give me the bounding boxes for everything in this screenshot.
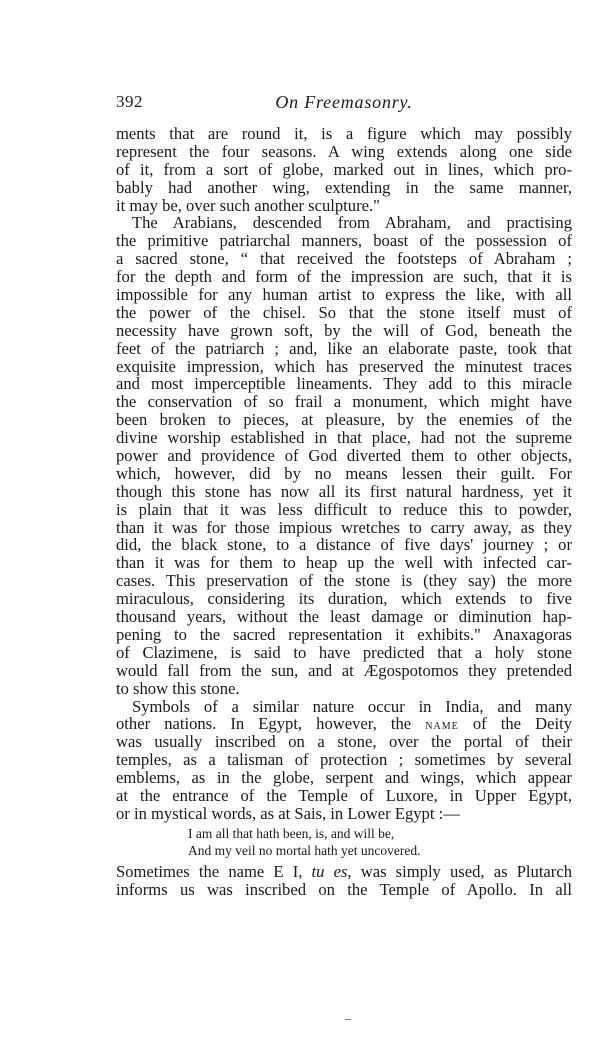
text-line: would fall from the sun, and at Ægospotomos they pretended <box>116 660 572 680</box>
body-text <box>116 125 572 899</box>
text-line: temples, as a talisman of protection ; sometimes by several <box>116 750 572 770</box>
text-line: which, however, did by no means lessen their guilt. For <box>116 463 572 483</box>
text-line: or in mystical words, as at Sais, in Lower Egypt :— <box>116 803 460 823</box>
text-line-with-italic <box>116 863 572 881</box>
verse-line: I am all that hath been, is, and will be, <box>188 825 395 841</box>
text-line: pening to the sacred representation it exhibits." Anaxagoras <box>116 624 572 644</box>
paragraph-start-line: The Arabians, descended from Abraham, and practising <box>132 213 572 233</box>
text-line: power and providence of God diverted them to other objects, <box>116 446 572 466</box>
text-line: informs us was inscribed on the Temple of Apollo. In all <box>116 879 572 899</box>
text-line: was usually inscribed on a stone, over the portal of their <box>116 732 572 752</box>
text-line: the primitive patriarchal manners, boast of the possession of <box>116 231 572 251</box>
text-line: been broken to pieces, at pleasure, by the enemies of the <box>116 410 572 430</box>
text-line: a sacred stone, “ that received the footsteps of Abraham ; <box>116 249 572 269</box>
text-line: ments that are round it, is a figure which may possibly <box>116 124 572 143</box>
text-line: bably had another wing, extending in the same manner, <box>116 177 572 197</box>
text-line: it may be, over such another sculpture." <box>116 195 380 215</box>
italic-phrase: tu es, <box>311 861 352 881</box>
text-line: represent the four seasons. A wing extends along one side <box>116 141 572 161</box>
text-line: exquisite impression, which has preserved the minutest traces <box>116 356 572 376</box>
text-line: to show this stone. <box>116 678 240 698</box>
text-line: the conservation of so frail a monument, which might have <box>116 392 572 412</box>
text-line: and most imperceptible lineaments. They add to this miracle <box>116 374 572 394</box>
text-segment: was simply used, as Plutarch <box>360 861 572 881</box>
running-head <box>116 92 572 116</box>
text-segment: of the Deity <box>472 714 573 734</box>
text-line: though this stone has now all its first natural hardness, yet it <box>116 481 572 501</box>
text-line: the power of the chisel. So that the stone itself must of <box>116 302 572 322</box>
text-line: cases. This preservation of the stone is (they say) the more <box>116 571 572 591</box>
continuation <box>116 863 572 899</box>
text-line: emblems, as in the globe, serpent and wings, which appear <box>116 768 572 788</box>
text-line: miraculous, considering its duration, which extends to five <box>116 589 572 609</box>
text-line: thousand years, without the least damage or diminution hap- <box>116 607 572 627</box>
text-line: feet of the patriarch ; and, like an elaborate paste, took that <box>116 338 572 358</box>
text-line: than it was for them to heap up the well with infected car- <box>116 553 572 573</box>
printer-mark <box>345 1019 351 1020</box>
page-number: 392 <box>116 92 143 111</box>
paragraph-start-line: Symbols of a similar nature occur in India, and many <box>132 696 572 716</box>
text-line: necessity have grown soft, by the will of God, beneath the <box>116 320 572 340</box>
running-title: On Freemasonry. <box>275 92 413 112</box>
verse-quote <box>188 825 572 859</box>
text-line: for the depth and form of the impression are such, that it is <box>116 267 572 287</box>
text-line: at the entrance of the Temple of Luxore, in Upper Egypt, <box>116 785 572 805</box>
text-line: impossible for any human artist to express the like, with all <box>116 285 572 305</box>
text-line: of Clazimene, is said to have predicted that a holy stone <box>116 642 572 662</box>
text-line-with-smallcaps <box>116 715 572 733</box>
smallcaps-word: name <box>425 718 459 734</box>
text-line: divine worship established in that place, had not the supreme <box>116 428 572 448</box>
text-line: did, the black stone, to a distance of five days' journey ; or <box>116 535 572 555</box>
text-segment: other nations. In Egypt, however, the <box>116 714 412 734</box>
text-line: than it was for those impious wretches to carry away, as they <box>116 517 572 537</box>
text-segment: Sometimes the name E I, <box>116 861 303 881</box>
text-line: is plain that it was less difficult to reduce this to powder, <box>116 499 572 519</box>
verse-line: And my veil no mortal hath yet uncovered. <box>188 842 421 858</box>
text-line: of it, from a sort of globe, marked out in lines, which pro- <box>116 159 572 179</box>
